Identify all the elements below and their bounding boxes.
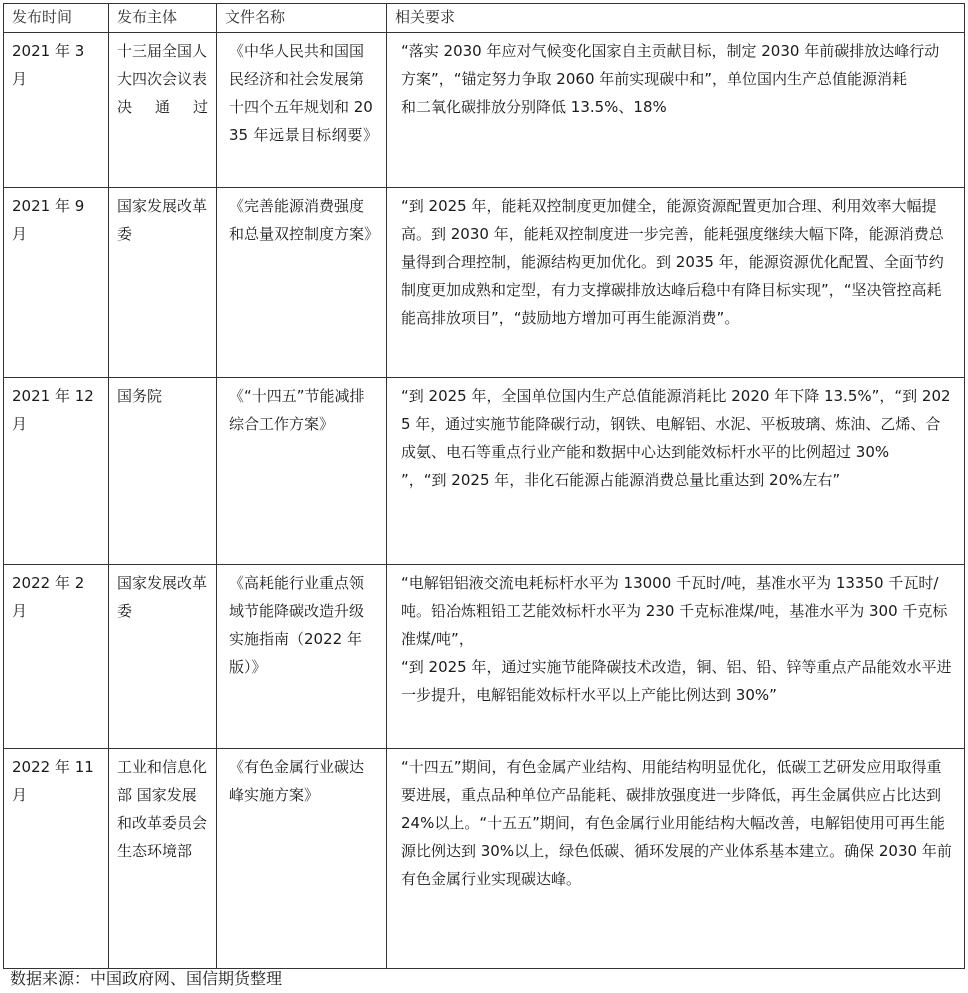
- row-document: 《有色金属行业碳达峰实施方案》: [217, 749, 387, 969]
- table-row: [4, 749, 965, 969]
- row-issuer: 国家发展改革委: [109, 188, 217, 378]
- row-issuer: 国务院: [109, 378, 217, 565]
- requirement-line: ”，“到 2025 年，非化石能源占能源消费总量比重达到 20%左右”: [401, 471, 841, 489]
- row-document: 《高耗能行业重点领域节能降碳改造升级实施指南（2022 年版）》: [217, 565, 387, 749]
- requirement-line: “到 2025 年，能耗双控制度更加健全，能源资源配置更加合理、利用效率大幅提高。到 2030 年，能耗双控制度进一步完善，能耗强度继续大幅下降，能源消费总量得到合理控制，能源结构更加优化。到 2035 年，能源资源优化配置、全面节约制度更加成熟和定型，有力支撑碳排放达峰后稳中有降目标实现”，“坚决管控高耗能高排放项目”，“鼓励地方增加可再生能源消费”。: [401, 197, 944, 327]
- data-source-note: 数据来源：中国政府网、国信期货整理: [10, 969, 283, 988]
- row-issuer: 十三届全国人大四次会议表决通过: [109, 33, 217, 188]
- requirement-line: “落实 2030 年应对气候变化国家自主贡献目标，制定 2030 年前碳排放达峰行动方案”，“锚定努力争取 2060 年前实现碳中和”，单位国内生产总值能源消耗: [401, 42, 940, 88]
- header-document: 文件名称: [217, 4, 387, 33]
- row-document: 《中华人民共和国国民经济和社会发展第十四个五年规划和 2035 年远景目标纲要》: [217, 33, 387, 188]
- row-document: 《完善能源消费强度和总量双控制度方案》: [217, 188, 387, 378]
- row-time: 2022 年 11 月: [4, 749, 109, 969]
- row-document: 《“十四五”节能减排综合工作方案》: [217, 378, 387, 565]
- policy-table: [3, 3, 965, 969]
- requirement-line: “到 2025 年，通过实施节能降碳技术改造，铜、铝、铅、锌等重点产品能效水平进一步提升，电解铝能效标杆水平以上产能比例达到 30%”: [401, 658, 952, 704]
- header-issuer: 发布主体: [109, 4, 217, 33]
- table-header-row: [4, 4, 965, 33]
- row-requirements: [387, 749, 965, 969]
- requirement-line: 和二氧化碳排放分别降低 13.5%、18%: [401, 98, 667, 116]
- row-requirements: [387, 565, 965, 749]
- requirement-line: “十四五”期间，有色金属产业结构、用能结构明显优化，低碳工艺研发应用取得重要进展，重点品种单位产品能耗、碳排放强度进一步降低，再生金属供应占比达到 24%以上。“十五五”期间，有色金属行业用能结构大幅改善，电解铝使用可再生能源比例达到 30%以上，绿色低碳、循环发展的产业体系基本建立。确保 2030 年前有色金属行业实现碳达峰。: [401, 758, 952, 888]
- row-time: 2022 年 2 月: [4, 565, 109, 749]
- table-row: [4, 565, 965, 749]
- requirement-line: “到 2025 年，全国单位国内生产总值能源消耗比 2020 年下降 13.5%”，“到 2025 年，通过实施节能降碳行动，钢铁、电解铝、水泥、平板玻璃、炼油、乙烯、合成氨、电石等重点行业产能和数据中心达到能效标杆水平的比例超过 30%: [401, 387, 951, 461]
- row-time: 2021 年 9 月: [4, 188, 109, 378]
- row-requirements: [387, 33, 965, 188]
- row-time: 2021 年 12 月: [4, 378, 109, 565]
- table-row: [4, 378, 965, 565]
- row-time: 2021 年 3 月: [4, 33, 109, 188]
- row-requirements: [387, 378, 965, 565]
- table-row: [4, 188, 965, 378]
- row-requirements: [387, 188, 965, 378]
- row-issuer: 国家发展改革委: [109, 565, 217, 749]
- table-row: [4, 33, 965, 188]
- requirement-line: “电解铝铝液交流电耗标杆水平为 13000 千瓦时/吨，基准水平为 13350 千瓦时/吨。铅冶炼粗铅工艺能效标杆水平为 230 千克标准煤/吨，基准水平为 300 千克标准煤/吨”，: [401, 574, 948, 648]
- header-time: 发布时间: [4, 4, 109, 33]
- header-requirements: 相关要求: [387, 4, 965, 33]
- row-issuer: 工业和信息化部 国家发展和改革委员会 生态环境部: [109, 749, 217, 969]
